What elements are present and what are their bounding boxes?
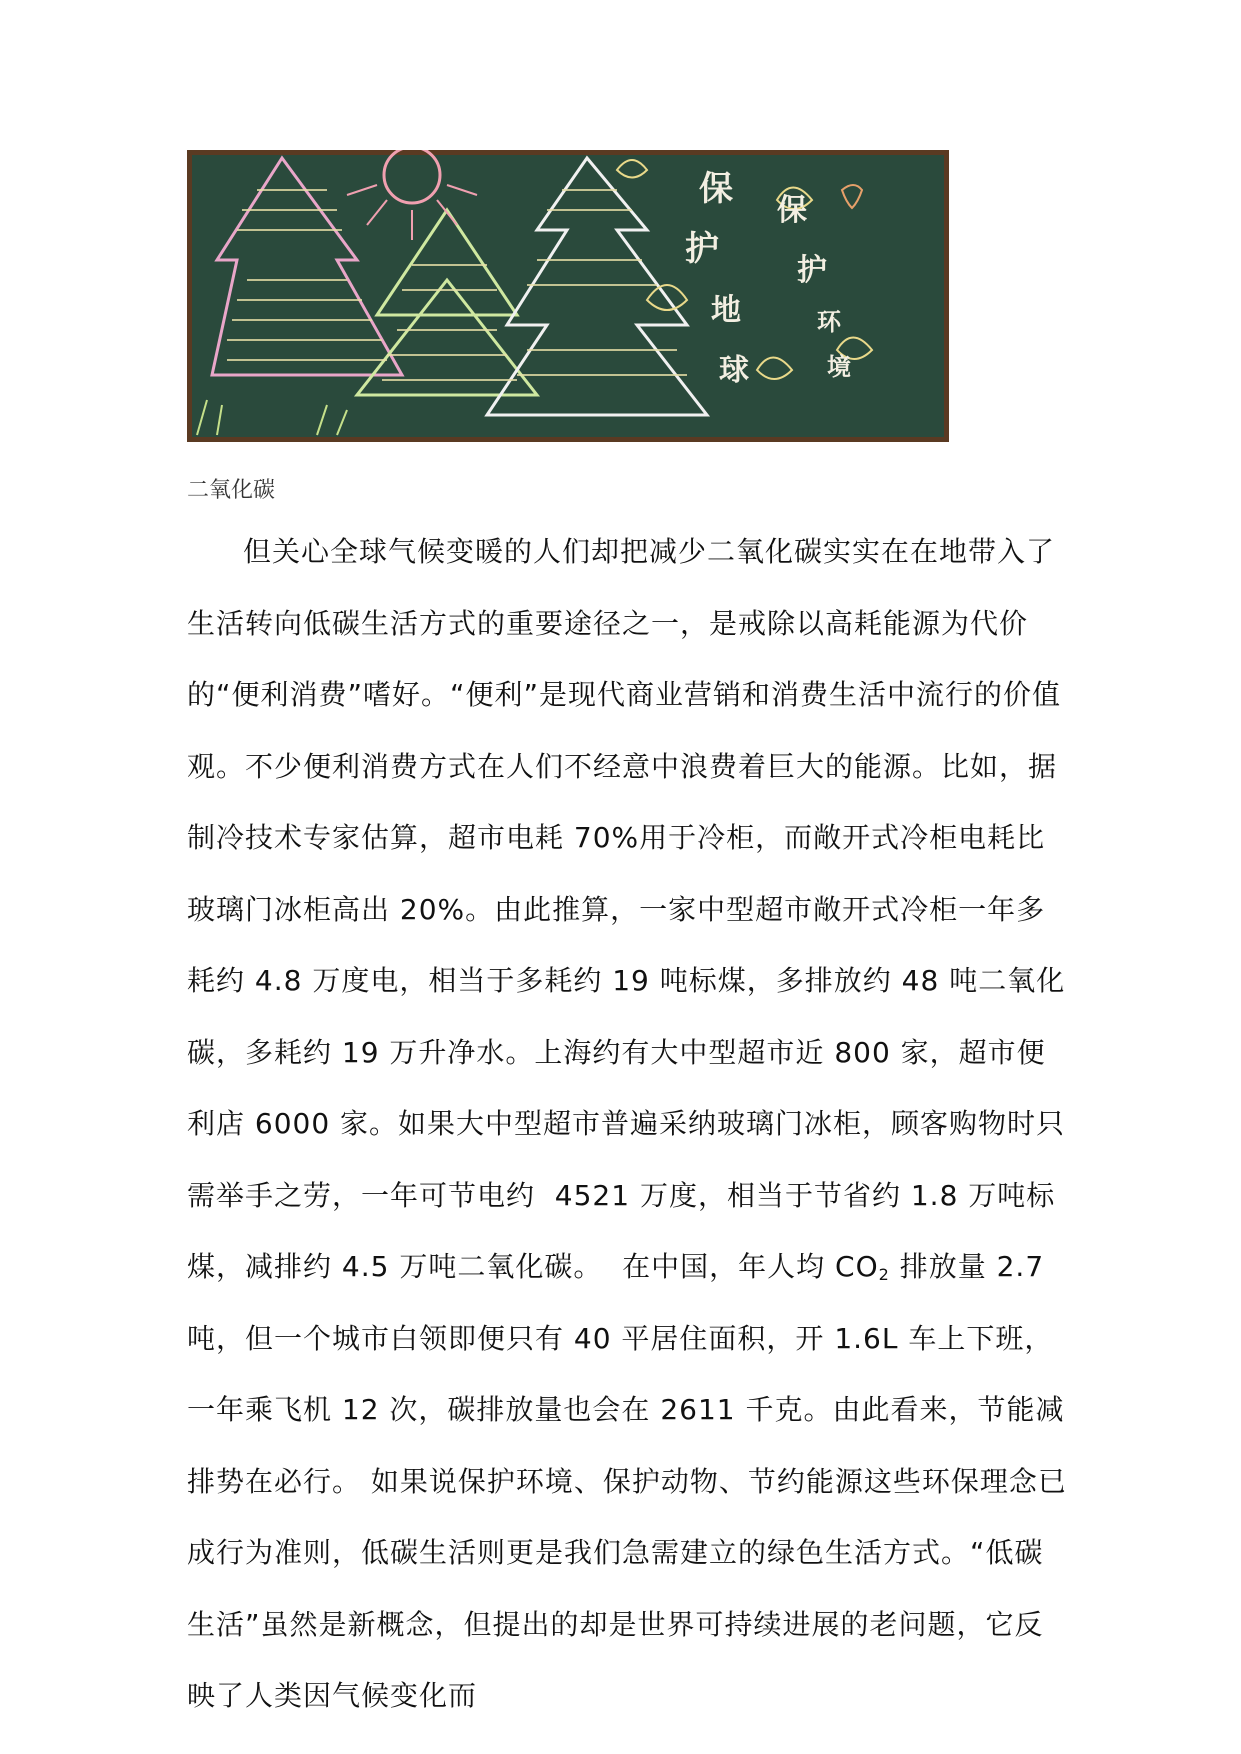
chalk-title-char: 环 [817, 307, 841, 336]
chalk-title-char: 地 [711, 293, 741, 328]
blackboard-photo [187, 150, 949, 442]
chalk-title-char: 护 [685, 229, 719, 269]
sun-rays [347, 185, 477, 240]
caption: 二氧化碳 [187, 478, 276, 503]
co2-subscript: 2 [878, 1265, 890, 1284]
chalk-title-char: 保 [777, 193, 807, 228]
chalk-title-char: 护 [797, 253, 827, 288]
chalk-sun [384, 150, 440, 203]
chalk-title-char: 境 [827, 352, 851, 381]
chalk-title-group-1 [685, 169, 749, 388]
chalk-text-lines [227, 190, 687, 380]
body-text [187, 516, 1067, 1732]
chalk-grass [197, 400, 347, 435]
paragraph [187, 516, 1067, 1732]
chalk-tree-2 [377, 210, 517, 315]
paragraph-part-2: 排放量 2.7 吨，但一个城市白领即便只有 40 平居住面积，开 1.6L 车上下班，一年乘飞机 12 次，碳排放量也会在 2611 千克。由此看来，节能减排势在必行。 如果说保护环境、保护动物、节约能源这些环保理念已成行为准则，低碳生活则更是我们急需建立的绿色生活方式。“低碳生活”虽然是新概念，但提出的却是世界可持续进展的老问题，它反映了人类因气候变化而 [187, 1250, 1067, 1712]
chalk-title-char: 保 [699, 169, 733, 209]
chalk-heart [842, 185, 862, 208]
chalk-title-group-2 [777, 193, 851, 381]
chalk-tree-3 [357, 280, 537, 395]
paragraph-part-1: 但关心全球气候变暖的人们却把减少二氧化碳实实在在地带入了生活转向低碳生活方式的重要途径之一，是戒除以高耗能源为代价的“便利消费”嗜好。“便利”是现代商业营销和消费生活中流行的价值观。不少便利消费方式在人们不经意中浪费着巨大的能源。比如，据制冷技术专家估算，超市电耗 70%用于冷柜，而敞开式冷柜电耗比玻璃门冰柜高出 20%。由此推算，一家中型超市敞开式冷柜一年多耗约 4.8 万度电，相当于多耗约 19 吨标煤，多排放约 48 吨二氧化碳，多耗约 19 万升净水。上海约有大中型超市近 800 家，超市便利店 6000 家。如果大中型超市普遍采纳玻璃门冰柜，顾客购物时只需举手之劳，一年可节电约 4521 万度，相当于节省约 1.8 万吨标煤，减排约 4.5 万吨二氧化碳。 在中国，年人均 CO [187, 535, 1066, 1283]
chalk-title-char: 球 [719, 353, 749, 388]
blackboard-illustration [187, 150, 949, 442]
